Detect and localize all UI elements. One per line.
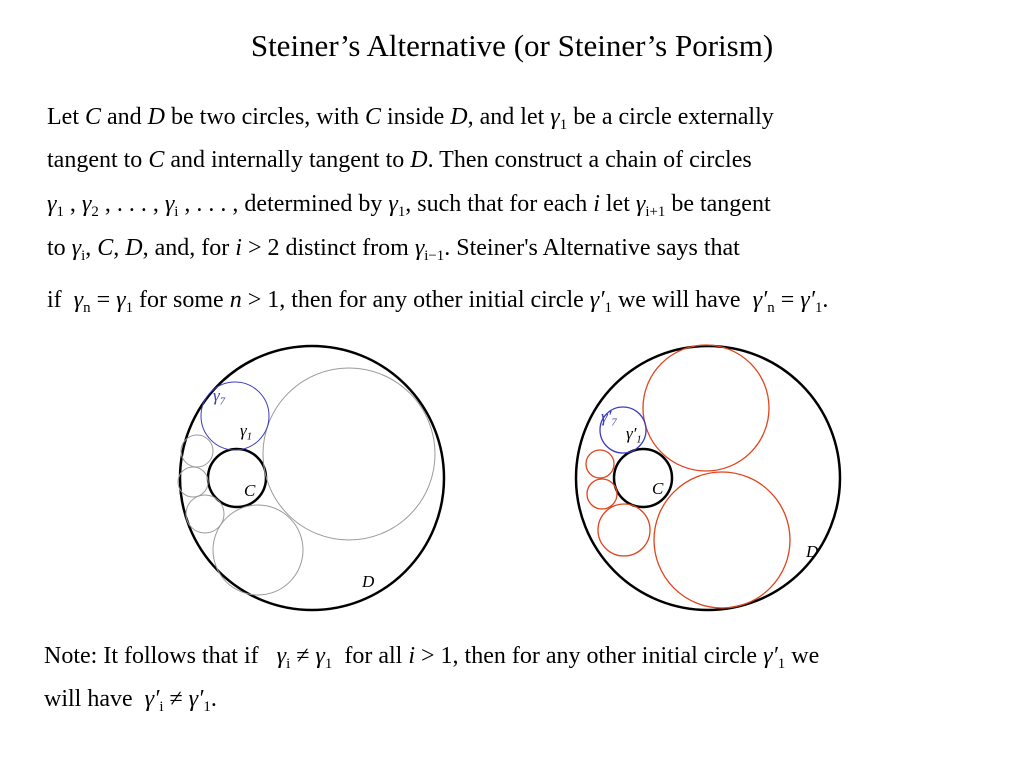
- text-run: be tangent: [671, 191, 771, 217]
- math-gamma-prime: γ′: [589, 287, 605, 313]
- label-subscript: 1: [246, 431, 252, 443]
- text-run: ,: [85, 235, 92, 261]
- text-run: , . . . , determined by: [184, 191, 383, 217]
- math-var-i: i: [408, 643, 415, 669]
- label-subscript: 1: [636, 434, 642, 446]
- chain-circle: [181, 435, 213, 467]
- text-run: be a circle externally: [573, 104, 774, 130]
- text-run: .: [210, 686, 217, 712]
- text-run: , such that for each: [405, 191, 588, 217]
- label-text: γ: [213, 386, 220, 405]
- chain-circle: [586, 450, 614, 478]
- text-run: be two circles, with: [171, 104, 359, 130]
- text-run: > 1, then for any other initial circle: [247, 287, 584, 313]
- math-subscript: 1: [397, 203, 406, 220]
- math-subscript: 1: [56, 203, 64, 220]
- circle-C: [208, 449, 266, 507]
- label-text: γ′: [601, 407, 612, 426]
- label-gamma7: [213, 386, 225, 406]
- math-var-C: C: [364, 104, 381, 130]
- label-C: C: [652, 479, 664, 498]
- text-run: we: [791, 643, 820, 669]
- math-subscript: i: [159, 698, 164, 715]
- text-run: to: [47, 235, 66, 261]
- text-run: and internally tangent to: [170, 147, 405, 173]
- math-subscript: 1: [814, 299, 823, 316]
- math-gamma-prime: γ′: [188, 686, 204, 712]
- text-run: Note: It follows that if: [44, 643, 259, 669]
- math-equals: =: [780, 287, 795, 313]
- math-gamma: γ: [414, 235, 425, 261]
- label-text: γ′: [626, 424, 637, 443]
- math-var-D: D: [125, 235, 143, 261]
- text-run: for all: [344, 643, 403, 669]
- math-gamma-prime: γ′: [752, 287, 768, 313]
- text-run: > 2 distinct from: [247, 235, 409, 261]
- chain-circle: [186, 495, 224, 533]
- math-var-n: n: [229, 287, 242, 313]
- text-run: , . . . ,: [104, 191, 159, 217]
- label-text: γ: [240, 421, 247, 440]
- math-gamma-prime: γ′: [800, 287, 815, 313]
- math-equals: =: [96, 287, 111, 313]
- math-not-equal: ≠: [169, 686, 183, 712]
- text-run: ,: [69, 191, 76, 217]
- label-gamma1-prime: [626, 424, 642, 444]
- math-gamma: γ: [635, 191, 646, 217]
- math-var-C: C: [84, 104, 101, 130]
- math-subscript: i: [174, 203, 179, 220]
- label-C: C: [244, 481, 256, 500]
- note-line-2: [44, 686, 217, 713]
- chain-circle: [178, 467, 208, 497]
- text-run: we will have: [617, 287, 741, 313]
- math-subscript: i−1: [424, 247, 445, 264]
- text-run: Let: [47, 104, 79, 130]
- math-var-D: D: [450, 104, 468, 130]
- math-gamma: γ: [116, 287, 126, 313]
- text-run: .: [822, 287, 829, 313]
- circle-D: [576, 346, 840, 610]
- label-gamma7-prime: [601, 407, 617, 427]
- math-gamma: γ: [388, 191, 398, 217]
- math-var-D: D: [147, 104, 165, 130]
- math-not-equal: ≠: [296, 643, 310, 669]
- text-run: > 1, then for any other initial circle: [420, 643, 758, 669]
- math-subscript: n: [83, 299, 91, 316]
- text-run: inside: [386, 104, 445, 130]
- label-subscript: 7: [219, 396, 225, 408]
- math-var-i: i: [593, 191, 600, 217]
- note-line-1: [44, 643, 819, 670]
- math-subscript: 2: [91, 203, 99, 220]
- chain-circle-gamma7: [201, 382, 269, 450]
- math-subscript: 1: [324, 655, 333, 672]
- label-D: D: [362, 572, 375, 591]
- chain-circle: [654, 472, 790, 608]
- math-subscript: i+1: [645, 203, 666, 220]
- math-subscript: 1: [203, 698, 211, 715]
- text-run: let: [605, 191, 630, 217]
- math-gamma: γ: [47, 191, 57, 217]
- chain-circle: [598, 504, 650, 556]
- math-var-C: C: [97, 235, 114, 261]
- math-gamma: γ: [71, 235, 82, 261]
- text-run: and: [107, 104, 142, 130]
- label-gamma1: [240, 421, 252, 441]
- text-run: , and, for: [142, 235, 230, 261]
- math-subscript: i: [81, 247, 86, 264]
- math-var-i: i: [235, 235, 242, 261]
- page-title: Steiner’s Alternative (or Steiner’s Porism): [250, 28, 774, 63]
- math-gamma: γ: [73, 287, 84, 313]
- math-subscript: 1: [777, 655, 786, 672]
- math-gamma-prime: γ′: [763, 643, 778, 669]
- text-run: . Then construct a chain of circles: [427, 147, 752, 173]
- text-run: will have: [44, 686, 133, 712]
- text-run: if: [47, 287, 62, 313]
- diagram-right: [576, 345, 840, 610]
- text-run: tangent to: [47, 147, 143, 173]
- text-run: for some: [139, 287, 224, 313]
- math-gamma: γ: [550, 104, 560, 130]
- chain-circle-gamma1: [263, 368, 435, 540]
- math-gamma-prime: γ′: [144, 686, 160, 712]
- chain-circle: [213, 505, 303, 595]
- math-gamma: γ: [315, 643, 325, 669]
- math-gamma: γ: [164, 191, 175, 217]
- chain-circle: [587, 479, 617, 509]
- chain-circle: [643, 345, 769, 471]
- math-subscript: 1: [559, 116, 568, 133]
- math-subscript: n: [767, 299, 775, 316]
- label-subscript: 7: [611, 417, 617, 429]
- math-subscript: 1: [125, 299, 134, 316]
- text-run: ,: [113, 235, 120, 261]
- text-run: , and let: [467, 104, 545, 130]
- math-gamma: γ: [276, 643, 287, 669]
- label-D: D: [806, 542, 819, 561]
- math-var-D: D: [410, 147, 428, 173]
- math-gamma: γ: [81, 191, 92, 217]
- math-subscript: 1: [604, 299, 612, 316]
- text-run: . Steiner's Alternative says that: [444, 235, 740, 261]
- math-subscript: i: [286, 655, 291, 672]
- math-var-C: C: [148, 147, 165, 173]
